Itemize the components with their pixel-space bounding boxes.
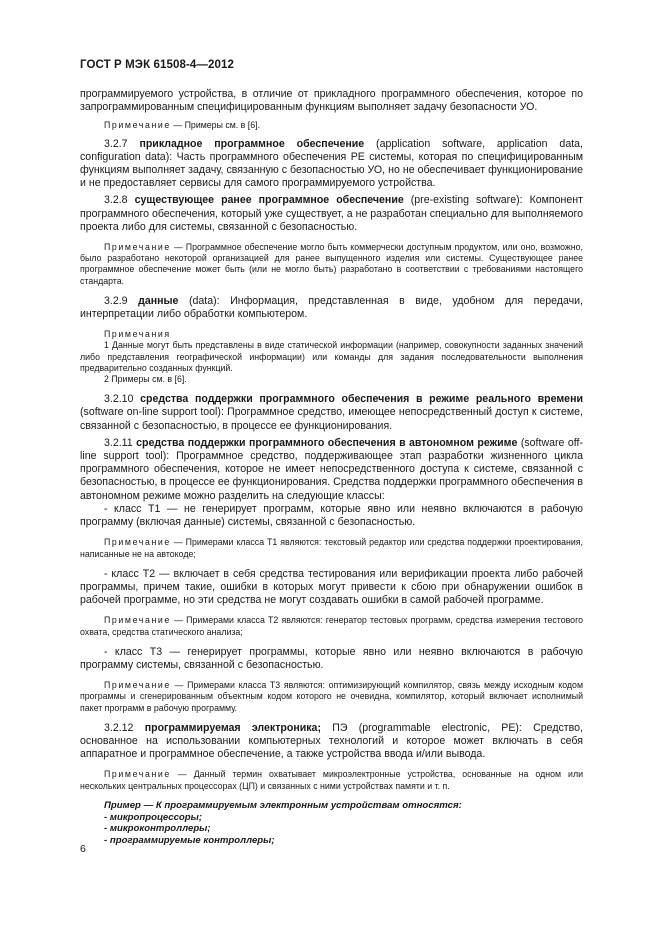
term-3-2-9: 3.2.9 данные (data): Информация, представленная в виде, удобном для передачи, интерпретации либо обработки компьютером.: [80, 294, 583, 321]
note: Примечание — Примерами класса T3 являются: оптимизирующий компилятор, связь между исходным кодом программы и сгенерированным объектным кодом которого не очевидна, компилятор, который включает исполнимый пакет программ в рабочую программу.: [80, 680, 583, 713]
note-item: 2 Примеры см. в [6].: [104, 374, 187, 385]
class-t2: - класс T2 — включает в себя средства тестирования или верификации проекта либо рабочей программы, причем такие, ошибки в которых могут привести к сбою при обнаружении ошибок в рабочей программе, но эти средства не могут создавать ошибки в самой рабочей программе.: [80, 567, 583, 607]
paragraph: программируемого устройства, в отличие от прикладного программного обеспечения, которое по запрограммированным специфицированным функциям выполняет задачу безопасности УО.: [80, 88, 583, 114]
example-heading: Пример — К программируемым электронным устройствам относятся:: [104, 799, 462, 811]
term-3-2-12: 3.2.12 программируемая электроника; ПЭ (programmable electronic, PE): Средство, основанное на использовании компьютерных технологий и которое может включать в себя аппаратное и программное обеспечение, а также устройства ввода и/или вывода.: [80, 721, 583, 761]
term-3-2-8: 3.2.8 существующее ранее программное обеспечение (pre-existing software): Компонент программного обеспечения, который уже существует, а не разработан специально для выполняемого проекта либо для системы, связанной с безопасностью.: [80, 194, 583, 233]
class-t1: - класс T1 — не генерирует программ, которые явно или неявно включаются в рабочую программу (включая данные) системы, связанной с безопасностью.: [80, 502, 583, 529]
document-body: [80, 88, 583, 847]
note: Примечание — Примерами класса T2 являются: генератор тестовых программ, средства измерения тестового охвата, средства статического анализа;: [80, 615, 583, 637]
term-3-2-10: 3.2.10 средства поддержки программного обеспечения в режиме реального времени (software on-line support tool): Программное средство, имеющее непосредственный доступ к системе, связанной с безопасностью, в процессе ее функционирования.: [80, 393, 583, 432]
notes-heading: Примечания: [104, 329, 171, 340]
document-header: ГОСТ Р МЭК 61508-4—2012: [80, 59, 234, 71]
note: Примечание — Примерами класса T1 являются: текстовый редактор или средства поддержки проектирования, написанные не на автокоде;: [80, 537, 583, 559]
note-item: 1 Данные могут быть представлены в виде статической информации (например, совокупности заданных значений либо представления географической информации) или команды для задания последовательности выполнения предварительно созданных функций.: [80, 340, 583, 373]
note: Примечание — Данный термин охватывает микроэлектронные устройства, основанные на одном или нескольких центральных процессорах (ЦП) и связанных с ними устройствах памяти и т. п.: [80, 769, 583, 791]
term-3-2-11: 3.2.11 средства поддержки программного обеспечения в автономном режиме (software off-line support tool): Программное средство, поддерживающее этап разработки жизненного цикла программного обеспечения, которое не имеет непосредственного доступа к системе, связанной с безопасностью, в процессе ее функционирования. Средства поддержки программного обеспечения в автономном режиме можно разделить на следующие классы:: [80, 436, 583, 502]
note: Примечание — Программное обеспечение могло быть коммерчески доступным продуктом, или оно, возможно, было разработано некоторой организацией для ранее выпущенного изделия или системы. Существующее ранее программное обеспечение может быть (или не могло быть) разработано в соответствии с требованиями настоящего стандарта.: [80, 242, 583, 286]
example-item: - программируемые контроллеры;: [104, 835, 275, 847]
page-number: 6: [80, 843, 86, 855]
class-t3: - класс T3 — генерирует программы, которые явно или неявно включаются в рабочую программу системы, связанной с безопасностью.: [80, 645, 583, 671]
term-3-2-7: 3.2.7 прикладное программное обеспечение (application software, application data, configuration data): Часть программного обеспечения PE системы, которая по специфицированным функциям выполняет задачу, связанную с безопасностью УО, но не обеспечивает функционирование и не предоставляет сервисы для самого программируемого устройства.: [80, 137, 583, 190]
note: Примечание — Примеры см. в [6].: [104, 120, 261, 131]
example-item: - микроконтроллеры;: [104, 823, 211, 835]
example-item: - микропроцессоры;: [104, 811, 203, 823]
